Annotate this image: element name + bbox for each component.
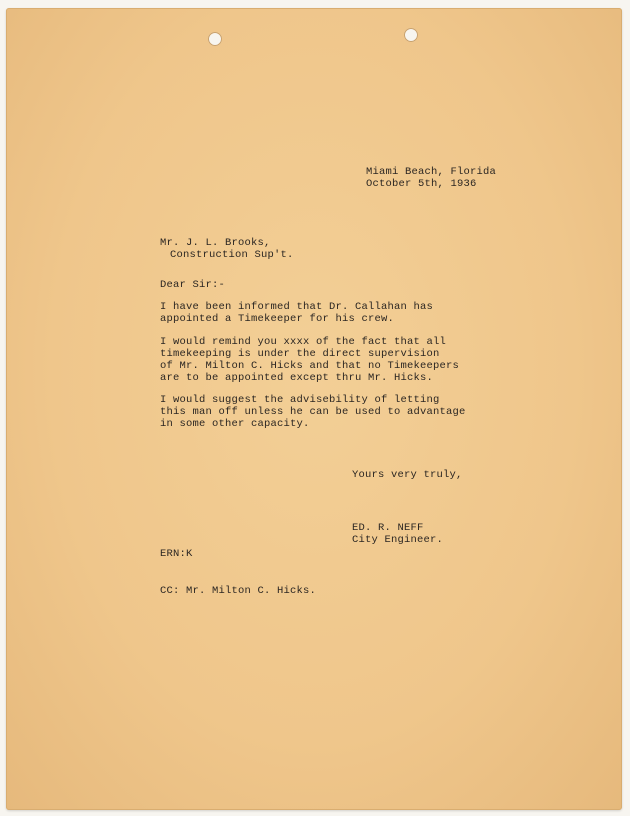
paragraph-1 (160, 301, 433, 325)
recipient-block (160, 237, 294, 261)
dateline (366, 166, 496, 190)
closing: Yours very truly, (352, 469, 463, 481)
paragraph-3 (160, 394, 466, 430)
paragraph-line: this man off unless he can be used to advantage (160, 406, 466, 418)
signature-block (352, 522, 443, 546)
dateline-place: Miami Beach, Florida (366, 166, 497, 178)
letter-page (6, 8, 622, 810)
punch-hole-right (404, 28, 418, 42)
paragraph-line: of Mr. Milton C. Hicks and that no Timekeepers (160, 360, 460, 372)
paragraph-line: appointed a Timekeeper for his crew. (160, 313, 395, 325)
paragraph-line: I would suggest the advisebility of letting (160, 394, 440, 406)
paragraph-line: timekeeping is under the direct supervision (160, 348, 440, 360)
signature-title: City Engineer. (352, 534, 444, 546)
paragraph-2 (160, 336, 459, 384)
paragraph-line: I would remind you xxxx of the fact that all (160, 336, 447, 348)
cc-line: CC: Mr. Milton C. Hicks. (160, 585, 317, 597)
salutation: Dear Sir:- (160, 279, 226, 291)
recipient-name: Mr. J. L. Brooks, (160, 237, 271, 249)
signature-name: ED. R. NEFF (352, 522, 424, 534)
paragraph-line: are to be appointed except thru Mr. Hicks. (160, 372, 434, 384)
paragraph-line: in some other capacity. (160, 418, 310, 430)
dateline-date: October 5th, 1936 (366, 178, 477, 190)
typist-initials: ERN:K (160, 548, 193, 560)
paragraph-line: I have been informed that Dr. Callahan has (160, 301, 434, 313)
punch-hole-left (208, 32, 222, 46)
recipient-title: Construction Sup't. (170, 249, 294, 261)
